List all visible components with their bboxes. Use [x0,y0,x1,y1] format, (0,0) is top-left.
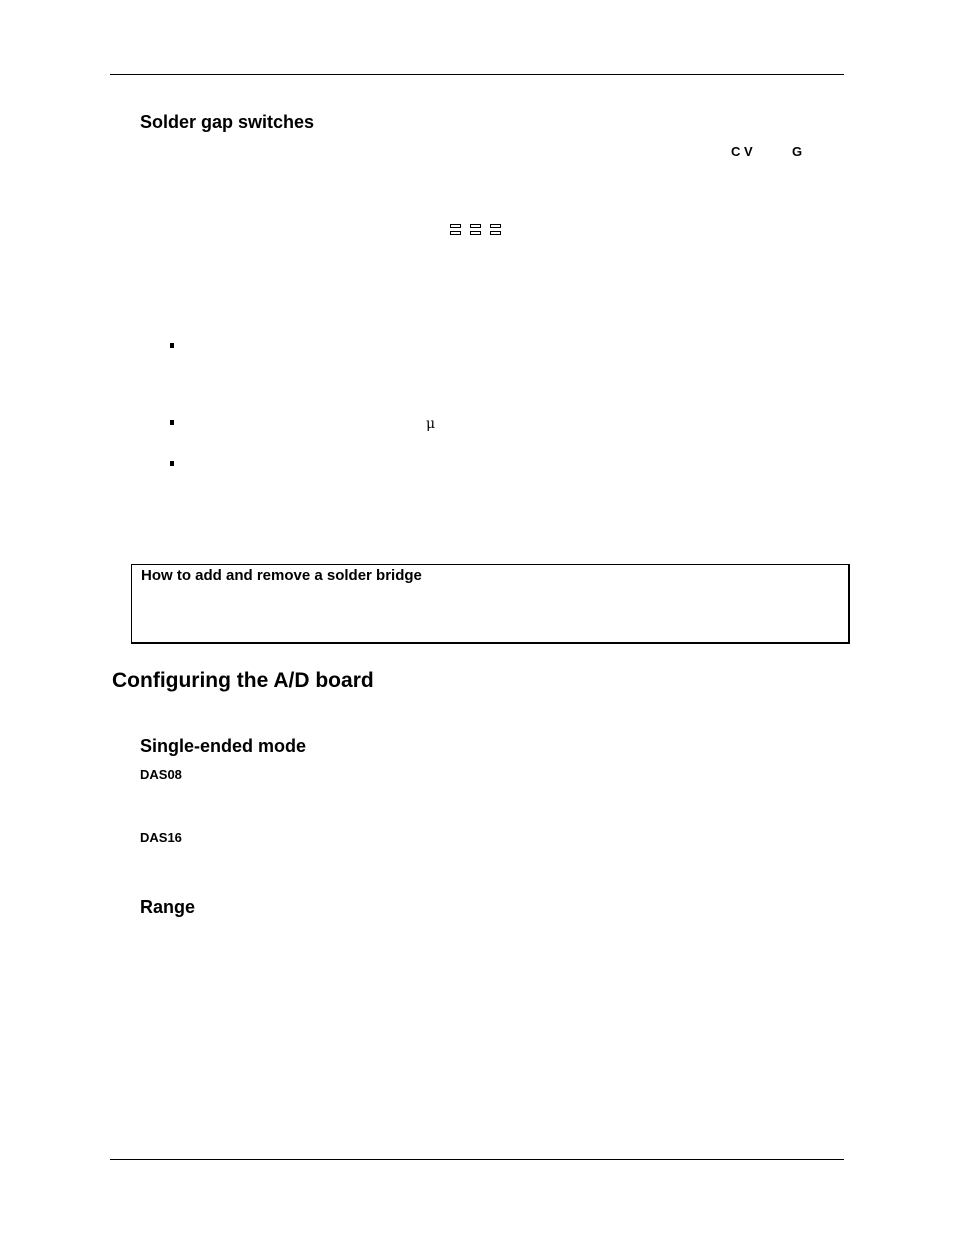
note-title: How to add and remove a solder bridge [141,567,422,584]
g-label: G [792,144,803,159]
single-ended-mode-heading: Single-ended mode [140,736,307,756]
bullet-icon [170,420,174,425]
solder-gap-switch-icon [470,223,482,237]
switch-pad-top [450,224,461,228]
switch-pad-top [470,224,481,228]
switch-pad-top [490,224,501,228]
note-box [131,564,850,644]
configuring-ad-board-heading: Configuring the A/D board [112,669,374,692]
das16-label: DAS16 [140,830,182,845]
footer-rule [110,1159,844,1160]
mu-symbol: μ [426,416,436,432]
solder-gap-switch-icon [450,223,462,237]
header-rule [110,74,844,75]
switch-pad-bottom [490,231,501,235]
bullet-icon [170,343,174,348]
solder-gap-switch-icon [490,223,502,237]
solder-gap-switch-icons [450,223,502,237]
cv-label: C V [731,144,753,159]
bullet-icon [170,461,174,466]
solder-gap-switches-heading: Solder gap switches [140,112,315,132]
das08-label: DAS08 [140,767,182,782]
switch-pad-bottom [470,231,481,235]
switch-pad-bottom [450,231,461,235]
range-heading: Range [140,897,196,917]
